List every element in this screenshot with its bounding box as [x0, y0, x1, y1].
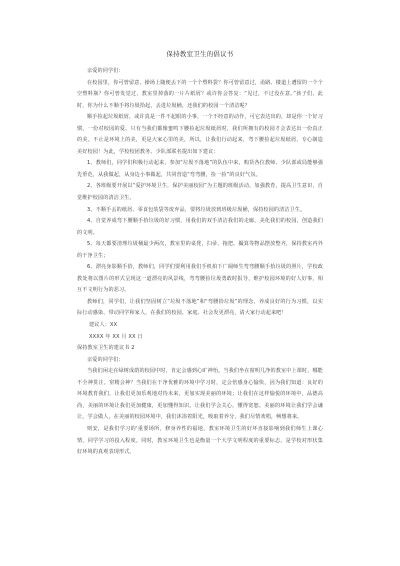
list-item: 3、不顺手丢的纸屑、零食包装袋等废弃品，要将垃圾放到班级垃圾桶，保持校园的清洁卫生。 [87, 206, 306, 213]
list-item: 5、每天都要清理垃圾桶最少两次，教室里的桌凳，扫帚、拖把、撮箕等物品摆放整齐，保持教室内外的干净卫生； [77, 241, 323, 259]
list-item: 4、自觉养成弯下腰顺手拾垃圾的好习惯，用我们的双手清洁我们的走廊，美化我们的校园，创造我们的文明。 [77, 218, 323, 236]
paragraph: 则安，是我们学习的'重要场所，修身养性的福地，教室环境卫生的好坏直接影响到我们师生上课心情，同学学习的投入程度。同时，教室环境卫生也是衡量一个大学文明程度的重要标志，是学校对形状集好环境的真观表现形式。 [77, 425, 323, 456]
signer: 建议人：XX [89, 322, 118, 329]
document-body [77, 66, 323, 459]
salutation: 亲爱的同学们： [87, 356, 124, 363]
closing-paragraph: 教师们，同学们，让我们坚固树立“垃圾不落地”和“弯腰拾垃圾”的理念，养成良好的行为习惯，以实际行动感染、带动同学和家人，在我们的校园、家庭、社会发更漂亮，请大家行动起来吧！ [77, 298, 323, 317]
list-item: 1、教师们，同学们积极行动起来，参加“垃圾不落地”的队伍中来，购货各位教师、少队部或局能够强先垂范，从我做起，从身边小事做起，共同营造“弯弯腰，捡一捡”的良好气氛。 [77, 160, 323, 178]
paragraph: 当我们闲走在绿树成荫的校园中时，肯定会感到心旷神怡。当我们坐在窗明几净的教室中上课时，哪能不全神贯注。窒精会神？当我们在干净优雅的环境中学习时，定会倍感身心愉快，因为我们知道：良好的环境教育我们，让我们更加乐观地对待未来，更加实现美丽的环境；让我们在这样愉悦的环境中，品德高尚，美丽的环境让我们更加健康，更加懂得知识。让我们学会关心，懂得宽恕。美丽的环境让我们学会谦让，学会做人，在美丽的校园环境中，我们沐浴着阳光，吸取着养分，我们尽情欢唱，畅想将来。 [77, 368, 323, 421]
paragraph: 顺手捡起垃圾纸屑，或许真是一件不起眼的小事，一个不经意的动作，可它表达出的，却是你一个好习惯，一份对校园的爱。只有当我们都像蜜鸣下腰捡起垃圾纸屑时，我们所拥有的校园才会表达出一份真正的美。不止是环境上的美，更是大家心里的美，所以，让我们行动起来，弯下腰捡起垃圾纸屑，专心制造美好校园！为此，学校校团教务、少队部联名提出如下建议： [77, 114, 323, 155]
salutation: 亲爱的同学们： [87, 68, 124, 74]
list-item: 2、各班级要开展以“爱护环境卫生，保护美丽校园”为主题的班级活动，加强教育，提高卫生意识，自觉维护校园的清洁卫生。 [77, 183, 323, 202]
list-item: 6、漂亮身影顺手拾，教师们，同学们要利用我们手机拍下广阔师生弯弯腰顺手拾垃圾的照片，学校政教处将以图片的形式呈现这一道漂亮的风景线，弯弯腰捡垃圾勇敢时报导，维护校园环境的好人好事，相互不文明行为的恶习。 [77, 264, 323, 294]
document-title: 保持教室卫生的倡议书 [166, 50, 234, 58]
section-title: 保持教室卫生的建议书 2 [77, 345, 135, 352]
signature-date: XXXX 年 XX 月 XX 日 [89, 333, 143, 340]
paragraph: 在校园里，你可曾留意，操场上随便丢下的一个个塑料袋？你可曾留意过，甬路、楼道上遭留的一个个空塑料瓶？你可曾发觉过，教室里掉落的一片片纸屑？或许你会答复：“见过，不过没在意。”孩子们，此时，你为什么不顺手将垃圾拾起，丢进垃圾桶，还我们的校园一个清洁呢？ [77, 79, 323, 109]
